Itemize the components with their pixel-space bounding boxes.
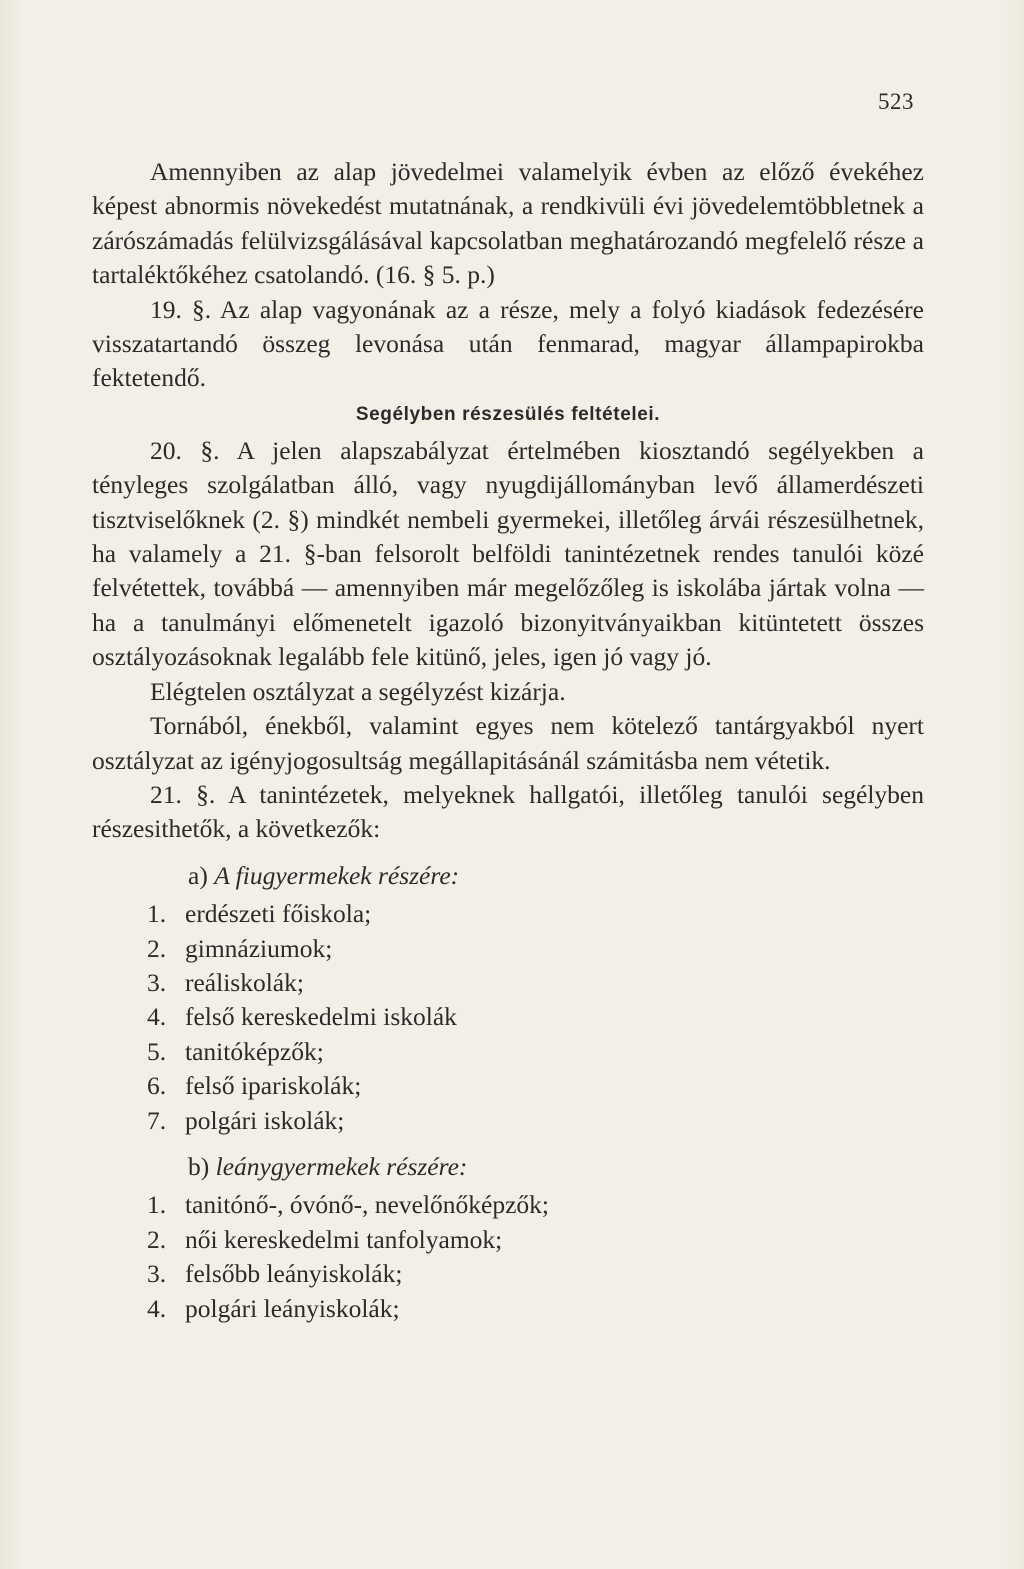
list-item: 6. felső ipariskolák; — [147, 1071, 362, 1101]
list-item: 5. tanitóképzők; — [147, 1036, 324, 1066]
page-number: 523 — [878, 89, 914, 114]
subsection-a-heading — [92, 859, 924, 893]
subsection-b-heading — [92, 1150, 924, 1184]
list-item: 4. polgári leányiskolák; — [147, 1293, 400, 1323]
list-item: 2. női kereskedelmi tanfolyamok; — [147, 1224, 503, 1254]
subsection-b-title: leánygyermekek részére: — [215, 1151, 468, 1181]
paragraph-optional-subjects: Tornából, énekből, valamint egyes nem kötelező tantárgyakból nyert osztályzat az igényjogosultság megállapitásánál számitásba nem vétetik. — [92, 711, 924, 775]
list-item: 2. gimnáziumok; — [147, 933, 333, 963]
paragraph-section-21: 21. §. A tanintézetek, melyeknek hallgatói, illetőleg tanulói segélyben részesithetők, a következők: — [92, 779, 924, 844]
subsection-a-marker: a) — [188, 860, 208, 890]
list-girls-schools — [92, 1188, 924, 1326]
paragraph-insufficient-grade: Elégtelen osztályzat a segélyzést kizárja. — [150, 676, 566, 706]
list-item: 7. polgári iskolák; — [147, 1105, 345, 1135]
paragraph-income-surplus: Amennyiben az alap jövedelmei valamelyik évben az előző évekéhez képest abnormis növekedést mutatnának, a rendkivüli évi jövedelemtöbbletnek a zárószámadás felülvizsgálásával kapcsolatban meghatározandó megfelelő része a tartaléktőkéhez csatolandó. (16. § 5. p.) — [92, 157, 924, 290]
list-item: 3. reáliskolák; — [147, 967, 304, 997]
list-item: 4. felső kereskedelmi iskolák — [147, 1002, 457, 1032]
subsection-a-title: A fiugyermekek részére: — [214, 860, 460, 890]
section-heading: Segélyben részesülés feltételei. — [355, 403, 661, 425]
subsection-b-marker: b) — [188, 1151, 210, 1181]
paragraph-section-19: 19. §. Az alap vagyonának az a része, mely a folyó kiadások fedezésére visszatartandó összeg levonása után fenmarad, magyar állampapirokba fektetendő. — [92, 294, 924, 393]
list-item: 1. erdészeti főiskola; — [147, 899, 372, 929]
page-body — [92, 155, 924, 1326]
list-item: 1. tanitónő-, óvónő-, nevelőnőképzők; — [147, 1190, 549, 1220]
list-item: 3. felsőbb leányiskolák; — [147, 1259, 403, 1289]
paragraph-section-20: 20. §. A jelen alapszabályzat értelmében kiosztandó segélyekben a tényleges szolgálatban álló, vagy nyugdijállományban levő államerdészeti tisztviselőknek (2. §) mindkét nembeli gyermekei, illetőleg árvái részesülhetnek, ha valamely a 21. §-ban felsorolt belföldi tanintézetnek rendes tanulói közé felvétettek, továbbá — amennyiben már megelőzőleg is iskolába jártak volna — ha a tanulmányi előmenetelt igazoló bizonyitványaikban kitüntetett összes osztályozásoknak legalább fele kitünő, jeles, igen jó vagy jó. — [92, 435, 924, 672]
list-boys-schools — [92, 897, 924, 1138]
